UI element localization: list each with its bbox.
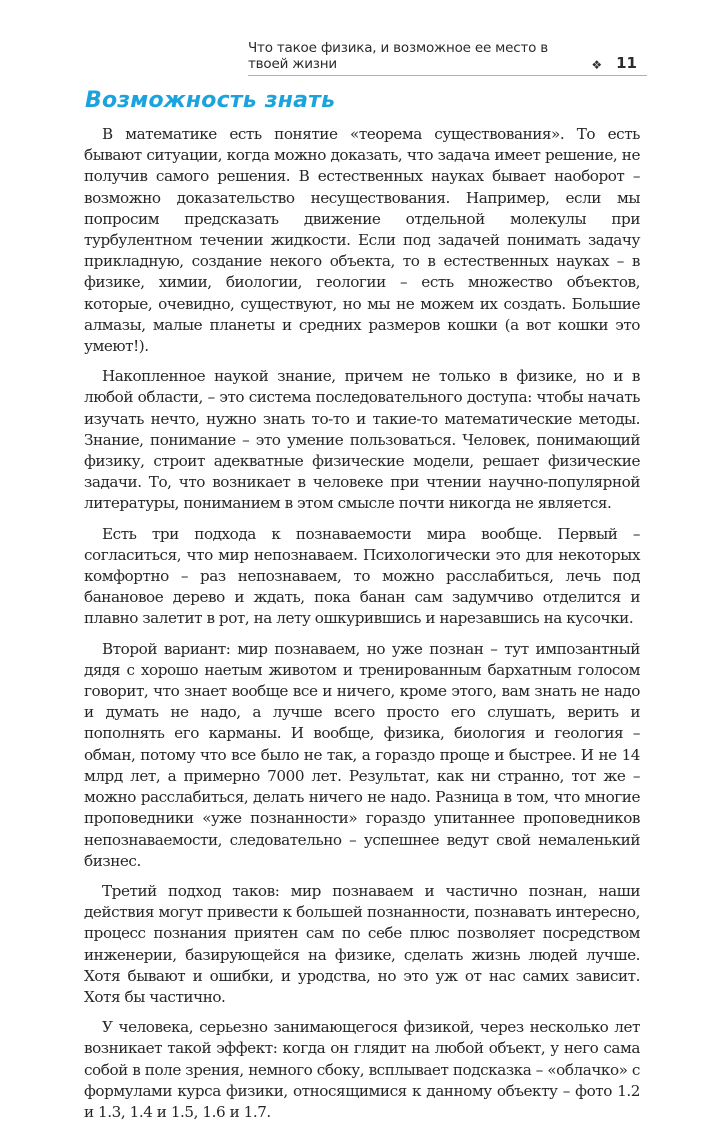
section-heading: Возможность знать [85, 88, 336, 113]
paragraph: Накопленное наукой знание, причем не только в физике, но и в любой области, – это система последовательного доступа: чтобы начать изучать нечто, нужно знать то-то и такие-то математические методы. Знание, понимание – это умение пользоваться. Человек, понимающий физику, строит адекватные физические модели, решает физические задачи. То, что возникает в человеке при чтении научно-популярной литературы, пониманием в этом смысле почти никогда не является. [84, 367, 640, 513]
ornament-icon: ❖ [591, 58, 603, 72]
page-number: 11 [616, 54, 637, 72]
paragraph: В математике есть понятие «теорема существования». То есть бывают ситуации, когда можно доказать, что задача имеет решение, не получив самого решения. В естественных науках бывает наоборот – возможно доказательство несуществования. Например, если мы попросим предсказать движение отдельной молекулы при турбулентном течении жидкости. Если под задачей понимать задачу прикладную, создание некого объекта, то в естественных науках – в физике, химии, биологии, геологии – есть множество объектов, которые, очевидно, существуют, но мы не можем их создать. Большие алмазы, малые планеты и средних размеров кошки (а вот кошки это умеют!). [84, 125, 640, 356]
paragraph: У человека, серьезно занимающегося физикой, через несколько лет возникает такой эффект: когда он глядит на любой объект, у него сама собой в поле зрения, немного сбоку, всплывает подсказка – «облачко» с формулами курса физики, относящимися к данному объекту – фото 1.2 и 1.3, 1.4 и 1.5, 1.6 и 1.7. [84, 1018, 640, 1121]
running-header [248, 40, 647, 76]
running-title: Что такое физика, и возможное ее место в твоей жизни [248, 40, 549, 72]
paragraph: Есть три подхода к познаваемости мира вообще. Первый – согласиться, что мир непознаваем. Психологически это для некоторых комфортно – раз непознаваем, то можно расслабиться, лечь под банановое дерево и ждать, пока банан сам задумчиво отделится и плавно залетит в рот, на лету ошкурившись и нарезавшись на кусочки. [84, 524, 640, 628]
paragraph: Третий подход таков: мир познаваем и частично познан, наши действия могут привести к большей познанности, познавать интересно, процесс познания приятен сам по себе плюс позволяет посредством инженерии, базирующейся на физике, сделать жизнь людей лучше. Хотя бывают и ошибки, и уродства, но это уж от нас самих зависит. Хотя бы частично. [84, 881, 640, 1006]
paragraph: Второй вариант: мир познаваем, но уже познан – тут импозантный дядя с хорошо наетым животом и тренированным бархатным голосом говорит, что знает вообще все и ничего, кроме этого, вам знать не надо и думать не надо, а лучше всего просто его слушать, верить и пополнять его карманы. И вообще, физика, биология и геология – обман, потому что все было не так, а гораздо проще и быстрее. И не 14 млрд лет, а примерно 7000 лет. Результат, как ни странно, тот же – можно расслабиться, делать ничего не надо. Разница в том, что многие проповедники «уже познанности» гораздо упитаннее проповедников непознаваемости, следовательно – успешнее ведут свой немаленький бизнес. [84, 639, 640, 870]
body-text [84, 124, 640, 1132]
